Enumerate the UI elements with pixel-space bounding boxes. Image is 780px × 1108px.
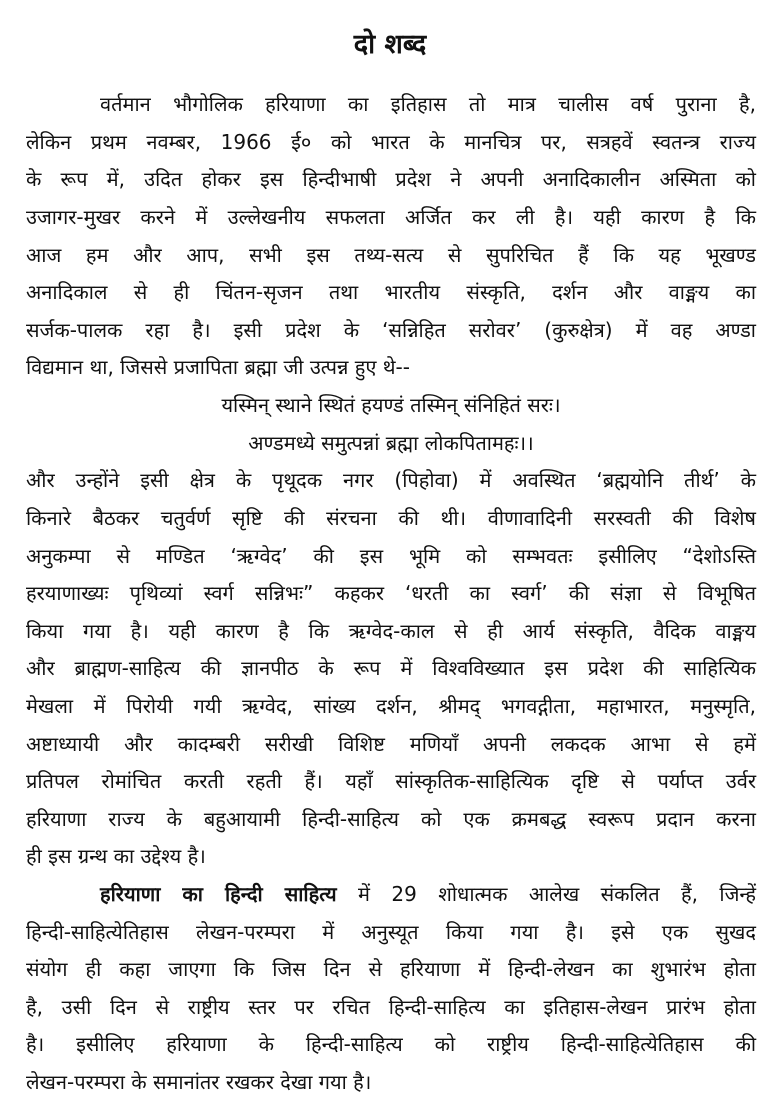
- verse-line: यस्मिन् स्थाने स्थितं हयण्डं तस्मिन् संनिहितं सरः।: [221, 393, 561, 417]
- text-line: किया गया है। यही कारण है कि ऋग्वेद-काल से ही आर्य संस्कृति, वैदिक वाङ्मय: [26, 619, 756, 643]
- text-line: है, उसी दिन से राष्ट्रीय स्तर पर रचित हिन्दी-साहित्य का इतिहास-लेखन प्रारंभ होता: [26, 995, 756, 1019]
- text-line: वर्तमान भौगोलिक हरियाणा का इतिहास तो मात्र चालीस वर्ष पुराना है,: [100, 92, 756, 116]
- text-line: प्रतिपल रोमांचित करती रहती हैं। यहाँ सांस्कृतिक-साहित्यिक दृष्टि से पर्याप्त उर्वर: [26, 769, 756, 793]
- text-line: उजागर-मुखर करने में उल्लेखनीय सफलता अर्जित कर ली है। यही कारण है कि: [26, 205, 756, 229]
- verse-line: अण्डमध्ये समुत्पन्नां ब्रह्मा लोकपितामहः।।: [248, 431, 534, 455]
- text-line: [100, 879, 756, 909]
- text-line: और ब्राह्मण-साहित्य की ज्ञानपीठ के रूप में विश्वविख्यात इस प्रदेश की साहित्यिक: [26, 656, 756, 680]
- text-line: अनादिकाल से ही चिंतन-सृजन तथा भारतीय संस्कृति, दर्शन और वाङ्मय का: [26, 280, 756, 304]
- text-line: संयोग ही कहा जाएगा कि जिस दिन से हरियाणा में हिन्दी-लेखन का शुभारंभ होता: [26, 957, 756, 981]
- text-line: हिन्दी-साहित्येतिहास लेखन-परम्परा में अनुस्यूत किया गया है। इसे एक सुखद: [26, 920, 756, 944]
- text-line: सर्जक-पालक रहा है। इसी प्रदेश के ‘सन्निहित सरोवर’ (कुरुक्षेत्र) में वह अण्डा: [26, 318, 756, 342]
- book-title: हरियाणा का हिन्दी साहित्य: [100, 882, 337, 906]
- text-line: और उन्होंने इसी क्षेत्र के पृथूदक नगर (पिहोवा) में अवस्थित ‘ब्रह्मयोनि तीर्थ’ के: [26, 468, 756, 492]
- text-line: है। इसीलिए हरियाणा के हिन्दी-साहित्य को राष्ट्रीय हिन्दी-साहित्येतिहास की: [26, 1032, 756, 1056]
- text-line: लेकिन प्रथम नवम्बर, 1966 ई० को भारत के मानचित्र पर, सत्रहवें स्वतन्त्र राज्य: [26, 130, 756, 154]
- text-line: अनुकम्पा से मण्डित ‘ऋग्वेद’ की इस भूमि को सम्भवतः इसीलिए “देशोऽस्ति: [26, 544, 756, 568]
- text-line: विद्यमान था, जिससे प्रजापिता ब्रह्मा जी उत्पन्न हुए थे--: [26, 355, 410, 379]
- text-line: किनारे बैठकर चतुर्वर्ण सृष्टि की संरचना की थी। वीणावादिनी सरस्वती की विशेष: [26, 506, 756, 530]
- text-line: अष्टाध्यायी और कादम्बरी सरीखी विशिष्ट मणियाँ अपनी लकदक आभा से हमें: [26, 732, 756, 756]
- text-line: हरियाणा राज्य के बहुआयामी हिन्दी-साहित्य को एक क्रमबद्ध स्वरूप प्रदान करना: [26, 807, 756, 831]
- text-fragment: में 29 शोधात्मक आलेख संकलित हैं, जिन्हें: [336, 882, 757, 906]
- text-line: मेखला में पिरोयी गयी ऋग्वेद, सांख्य दर्शन, श्रीमद् भगवद्गीता, महाभारत, मनुस्मृति,: [26, 694, 756, 718]
- page-title: दो शब्द: [353, 29, 427, 60]
- text-line: लेखन-परम्परा के समानांतर रखकर देखा गया है।: [26, 1070, 372, 1094]
- text-line: आज हम और आप, सभी इस तथ्य-सत्य से सुपरिचित हैं कि यह भूखण्ड: [26, 243, 756, 267]
- text-line: के रूप में, उदित होकर इस हिन्दीभाषी प्रदेश ने अपनी अनादिकालीन अस्मिता को: [26, 167, 756, 191]
- text-line: हरयाणाख्यः पृथिव्यां स्वर्ग सन्निभः” कहकर ‘धरती का स्वर्ग’ की संज्ञा से विभूषित: [26, 581, 756, 605]
- text-line: ही इस ग्रन्थ का उद्देश्य है।: [26, 844, 206, 868]
